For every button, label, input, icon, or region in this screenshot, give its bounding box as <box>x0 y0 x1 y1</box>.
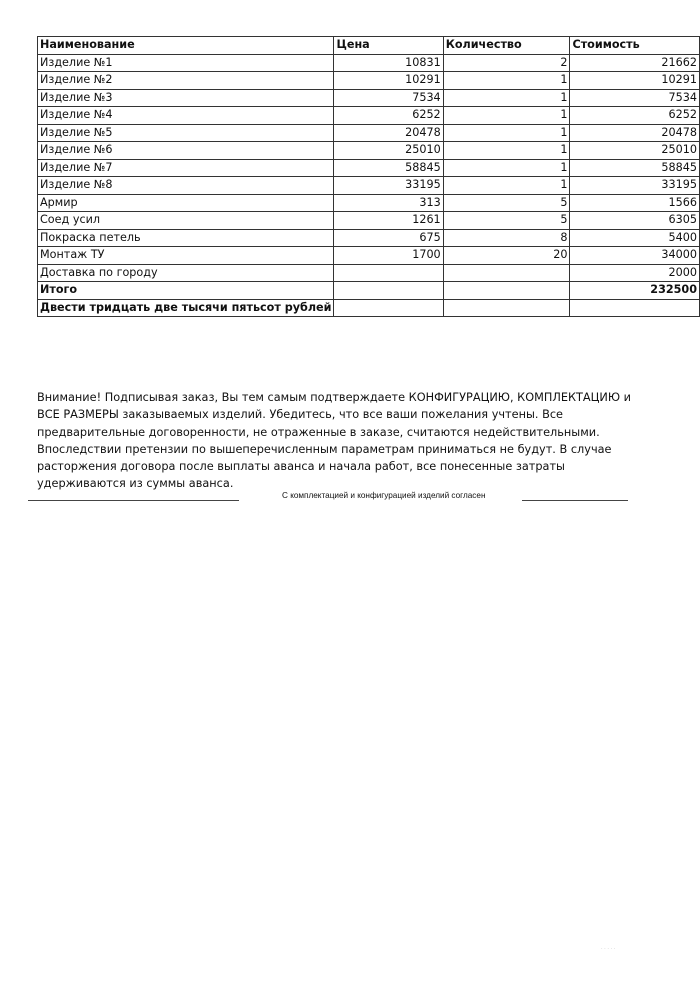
signature-line-left <box>28 500 239 501</box>
table-row <box>38 107 700 125</box>
table-row <box>38 229 700 247</box>
item-name: Изделие №6 <box>38 142 334 160</box>
item-cost: 2000 <box>570 264 700 282</box>
table-row <box>38 54 700 72</box>
item-price: 6252 <box>334 107 443 125</box>
item-name: Изделие №7 <box>38 159 334 177</box>
empty-cell <box>570 299 700 317</box>
item-name: Изделие №5 <box>38 124 334 142</box>
table-row <box>38 247 700 265</box>
item-quantity: 1 <box>443 107 570 125</box>
item-price: 675 <box>334 229 443 247</box>
item-price <box>334 264 443 282</box>
item-price: 25010 <box>334 142 443 160</box>
item-quantity: 5 <box>443 194 570 212</box>
total-row <box>38 282 700 300</box>
item-cost: 34000 <box>570 247 700 265</box>
item-name: Изделие №1 <box>38 54 334 72</box>
item-quantity <box>443 264 570 282</box>
item-cost: 6305 <box>570 212 700 230</box>
item-price: 10291 <box>334 72 443 90</box>
notice-text: Внимание! Подписывая заказ, Вы тем самым подтверждаете КОНФИГУРАЦИЮ, КОМПЛЕКТАЦИЮ и ВСЕ РАЗМЕРЫ заказываемых изделий. Убедитесь, что все ваши пожелания учтены. Все предварительные договоренности, не отраженные в заказе, считаются недействительными. Впоследствии претензии по вышеперечисленным параметрам приниматься не будут. В случае расторжения договора после выплаты аванса и начала работ, все понесенные затраты удерживаются из суммы аванса. <box>37 391 631 491</box>
header-quantity: Количество <box>443 37 570 55</box>
item-price: 58845 <box>334 159 443 177</box>
item-cost: 20478 <box>570 124 700 142</box>
empty-cell <box>334 299 443 317</box>
table-row <box>38 89 700 107</box>
table-row <box>38 124 700 142</box>
item-name: Покраска петель <box>38 229 334 247</box>
header-name: Наименование <box>38 37 334 55</box>
empty-cell <box>443 299 570 317</box>
order-table <box>37 36 700 317</box>
item-price: 7534 <box>334 89 443 107</box>
item-price: 313 <box>334 194 443 212</box>
table-row <box>38 194 700 212</box>
table-row <box>38 212 700 230</box>
item-cost: 25010 <box>570 142 700 160</box>
agreement-label: С комплектацией и конфигурацией изделий согласен <box>282 491 486 500</box>
item-cost: 10291 <box>570 72 700 90</box>
item-name: Соед усил <box>38 212 334 230</box>
item-name: Изделие №2 <box>38 72 334 90</box>
item-price: 10831 <box>334 54 443 72</box>
item-name: Изделие №8 <box>38 177 334 195</box>
table-row <box>38 264 700 282</box>
table-row <box>38 159 700 177</box>
empty-cell <box>443 282 570 300</box>
item-quantity: 1 <box>443 159 570 177</box>
table-row <box>38 72 700 90</box>
item-cost: 21662 <box>570 54 700 72</box>
item-quantity: 1 <box>443 124 570 142</box>
table-header-row <box>38 37 700 55</box>
item-quantity: 1 <box>443 177 570 195</box>
item-cost: 1566 <box>570 194 700 212</box>
item-cost: 7534 <box>570 89 700 107</box>
item-price: 33195 <box>334 177 443 195</box>
item-quantity: 1 <box>443 142 570 160</box>
table-row <box>38 142 700 160</box>
item-price: 1261 <box>334 212 443 230</box>
total-words: Двести тридцать две тысячи пятьсот рублей <box>38 299 334 317</box>
item-quantity: 2 <box>443 54 570 72</box>
header-price: Цена <box>334 37 443 55</box>
item-quantity: 20 <box>443 247 570 265</box>
empty-cell <box>334 282 443 300</box>
table-row <box>38 177 700 195</box>
item-name: Армир <box>38 194 334 212</box>
item-cost: 5400 <box>570 229 700 247</box>
item-name: Монтаж ТУ <box>38 247 334 265</box>
item-cost: 58845 <box>570 159 700 177</box>
header-cost: Стоимость <box>570 37 700 55</box>
item-quantity: 5 <box>443 212 570 230</box>
page-watermark: · · · · · <box>601 946 616 952</box>
item-quantity: 1 <box>443 72 570 90</box>
item-cost: 6252 <box>570 107 700 125</box>
item-cost: 33195 <box>570 177 700 195</box>
item-name: Изделие №4 <box>38 107 334 125</box>
total-value: 232500 <box>570 282 700 300</box>
total-label: Итого <box>38 282 334 300</box>
item-name: Доставка по городу <box>38 264 334 282</box>
total-words-row <box>38 299 700 317</box>
item-price: 1700 <box>334 247 443 265</box>
item-quantity: 8 <box>443 229 570 247</box>
item-name: Изделие №3 <box>38 89 334 107</box>
signature-line-right <box>522 500 628 501</box>
item-price: 20478 <box>334 124 443 142</box>
item-quantity: 1 <box>443 89 570 107</box>
